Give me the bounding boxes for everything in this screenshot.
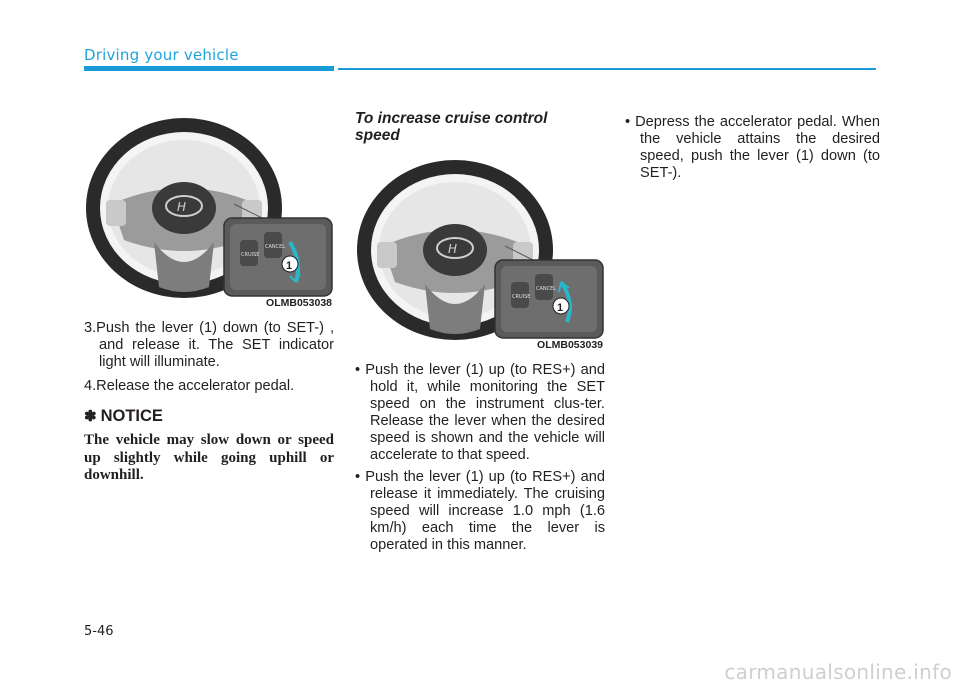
steering-wheel-figure-set bbox=[84, 112, 334, 310]
header-rule-thick bbox=[84, 66, 334, 71]
section-title: To increase cruise control speed bbox=[355, 110, 548, 144]
notice-title: NOTICE bbox=[100, 407, 163, 425]
column-left bbox=[84, 112, 334, 485]
svg-text:CANCEL: CANCEL bbox=[536, 286, 557, 292]
figure-code: OLMB053038 bbox=[266, 297, 332, 309]
instruction-step-4: 4.Release the accelerator pedal. bbox=[84, 378, 295, 394]
bullet-item: • Push the lever (1) up (to RES+) and release it immediately. The cruising speed will increase 1.0 mph (1.6 km/h) each time the lever is operated in this manner. bbox=[355, 469, 605, 553]
steering-wheel-figure-res bbox=[355, 154, 605, 352]
svg-text:CRUISE: CRUISE bbox=[241, 252, 260, 258]
instruction-step-3: 3.Push the lever (1) down (to SET-) , and release it. The SET indicator light will illuminate. bbox=[84, 320, 334, 370]
page-number: 5-46 bbox=[84, 624, 114, 639]
svg-text:H: H bbox=[177, 200, 187, 214]
notice-star-icon: ✽ bbox=[84, 408, 97, 425]
header-rule-thin bbox=[338, 68, 876, 70]
bullet-item: • Push the lever (1) up (to RES+) and hold it, while monitoring the SET speed on the instrument clus-ter. Release the lever when the desired speed is shown and the vehicle will accelerate to that speed. bbox=[355, 362, 605, 463]
watermark: carmanualsonline.info bbox=[724, 660, 952, 684]
header-title: Driving your vehicle bbox=[84, 46, 239, 64]
notice-body: The vehicle may slow down or speed up slightly while going uphill or downhill. bbox=[84, 432, 334, 483]
lever-number-label: 1 bbox=[557, 302, 564, 314]
figure-code: OLMB053039 bbox=[537, 339, 603, 351]
column-right bbox=[625, 114, 880, 187]
steering-wheel-illustration bbox=[84, 112, 334, 310]
column-middle bbox=[355, 110, 605, 559]
lever-number-label: 1 bbox=[286, 260, 293, 272]
svg-text:CANCEL: CANCEL bbox=[265, 244, 286, 250]
steering-wheel-illustration-res bbox=[355, 154, 605, 352]
svg-text:CRUISE: CRUISE bbox=[512, 294, 531, 300]
bullet-item: • Depress the accelerator pedal. When the vehicle attains the desired speed, push the lever (1) down (to SET-). bbox=[625, 114, 880, 181]
svg-text:H: H bbox=[448, 242, 458, 256]
notice-heading bbox=[84, 407, 334, 426]
